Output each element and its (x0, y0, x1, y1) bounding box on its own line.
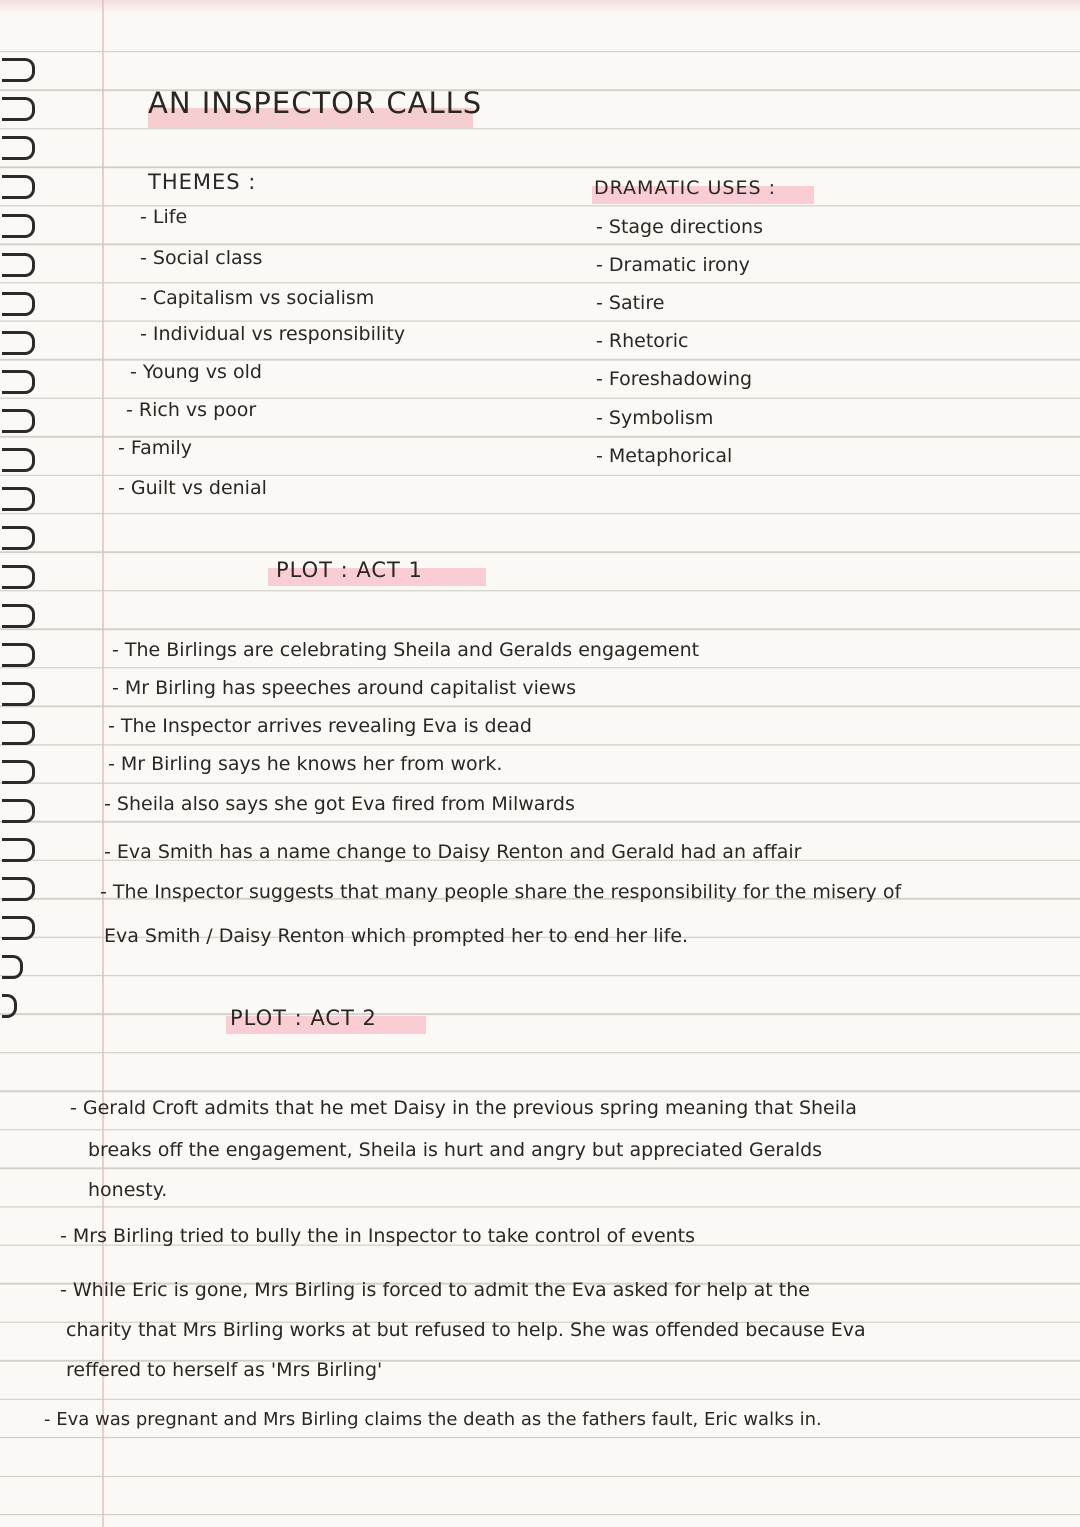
dramatic-use-item: - Stage directions (596, 216, 764, 238)
dramatic-use-item: - Satire (596, 292, 665, 314)
act2-line: breaks off the engagement, Sheila is hurt and angry but appreciated Geralds (88, 1139, 823, 1161)
dramatic-use-item: - Foreshadowing (596, 368, 753, 390)
act1-line: - The Birlings are celebrating Sheila and Geralds engagement (112, 639, 700, 661)
act2-line: honesty. (88, 1179, 168, 1201)
theme-item: - Capitalism vs socialism (140, 287, 375, 309)
theme-item: - Young vs old (130, 361, 262, 383)
spiral-ring (2, 721, 35, 745)
act1-line: - Mr Birling says he knows her from work. (108, 753, 503, 775)
theme-item: - Social class (140, 247, 263, 269)
theme-item: - Rich vs poor (126, 399, 257, 421)
dramatic-uses-heading: DRAMATIC USES : (594, 177, 776, 199)
theme-item: - Individual vs responsibility (140, 323, 406, 345)
act1-line: - Eva Smith has a name change to Daisy Renton and Gerald had an affair (104, 841, 802, 863)
spiral-ring (2, 916, 35, 940)
page-title: AN INSPECTOR CALLS (148, 86, 483, 120)
act2-line: - Mrs Birling tried to bully the in Inspector to take control of events (60, 1225, 696, 1247)
spiral-ring (2, 175, 35, 199)
spiral-ring (2, 292, 35, 316)
spiral-ring (2, 526, 35, 550)
act2-line: charity that Mrs Birling works at but refused to help. She was offended because Eva (66, 1319, 866, 1341)
dramatic-use-item: - Symbolism (596, 407, 714, 429)
spiral-ring (2, 565, 35, 589)
themes-heading: THEMES : (148, 170, 257, 194)
page-top-edge (0, 0, 1080, 14)
dramatic-use-item: - Metaphorical (596, 445, 733, 467)
spiral-ring (2, 214, 35, 238)
spiral-ring (2, 760, 35, 784)
act1-line: Eva Smith / Daisy Renton which prompted her to end her life. (104, 925, 689, 947)
act1-line: - Sheila also says she got Eva fired from Milwards (104, 793, 575, 815)
spiral-ring (2, 604, 35, 628)
theme-item: - Life (140, 206, 188, 228)
spiral-ring (2, 994, 17, 1018)
act1-line: - Mr Birling has speeches around capitalist views (112, 677, 577, 699)
dramatic-use-item: - Dramatic irony (596, 254, 750, 276)
spiral-ring (2, 331, 35, 355)
spiral-ring (2, 643, 35, 667)
act2-line: reffered to herself as 'Mrs Birling' (66, 1359, 383, 1381)
spiral-ring (2, 136, 35, 160)
spiral-ring (2, 682, 35, 706)
act1-line: - The Inspector suggests that many people share the responsibility for the misery of (100, 881, 902, 903)
spiral-ring (2, 448, 35, 472)
dramatic-use-item: - Rhetoric (596, 330, 689, 352)
spiral-ring (2, 370, 35, 394)
spiral-ring (2, 487, 35, 511)
spiral-ring (2, 58, 35, 82)
act2-heading: PLOT : ACT 2 (230, 1006, 377, 1030)
act1-line: - The Inspector arrives revealing Eva is dead (108, 715, 532, 737)
spiral-ring (2, 955, 23, 979)
theme-item: - Guilt vs denial (118, 477, 267, 499)
spiral-ring (2, 97, 35, 121)
spiral-ring (2, 409, 35, 433)
act1-heading: PLOT : ACT 1 (276, 558, 423, 582)
spiral-ring (2, 877, 35, 901)
spiral-binding (0, 0, 56, 1527)
spiral-ring (2, 838, 35, 862)
act2-line: - Gerald Croft admits that he met Daisy in the previous spring meaning that Sheila (70, 1097, 857, 1119)
act2-line: - Eva was pregnant and Mrs Birling claims the death as the fathers fault, Eric walks in. (44, 1409, 822, 1430)
spiral-ring (2, 253, 35, 277)
spiral-ring (2, 799, 35, 823)
theme-item: - Family (118, 437, 193, 459)
act2-line: - While Eric is gone, Mrs Birling is forced to admit the Eva asked for help at the (60, 1279, 810, 1301)
